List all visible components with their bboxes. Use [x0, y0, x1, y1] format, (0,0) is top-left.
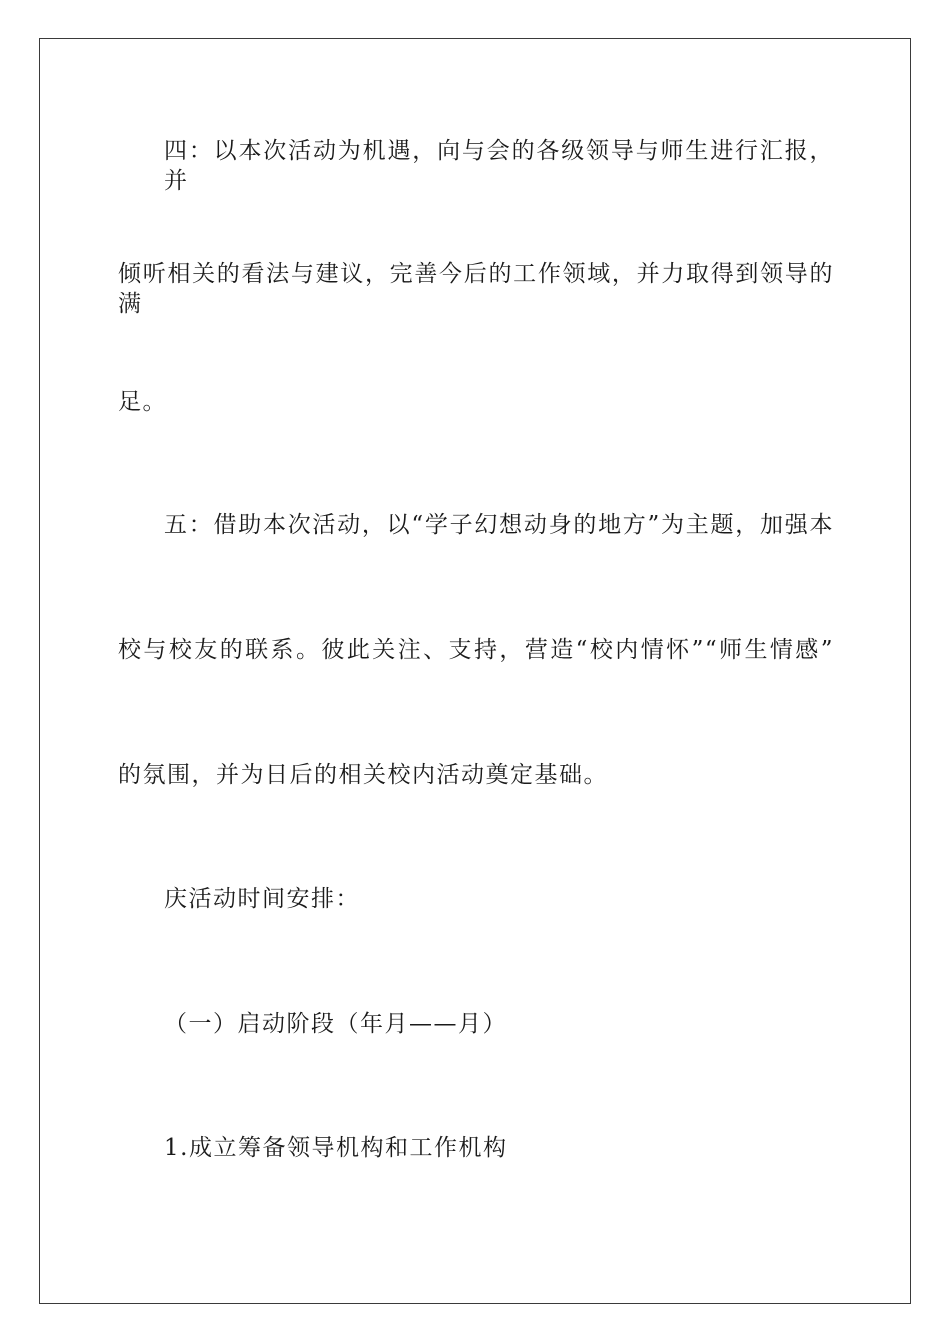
paragraph-4-line-2: 倾听相关的看法与建议，完善今后的工作领域，并力取得到领导的满 — [118, 261, 834, 317]
page-border — [39, 38, 911, 1304]
paragraph-4-line-3: 足。 — [118, 389, 167, 415]
paragraph-4-line-1: 四：以本次活动为机遇，向与会的各级领导与师生进行汇报，并 — [164, 138, 834, 194]
list-item-1: 1.成立筹备领导机构和工作机构 — [164, 1135, 508, 1161]
schedule-heading: 庆活动时间安排： — [164, 886, 360, 912]
paragraph-5-line-2: 校与校友的联系。彼此关注、支持，营造“校内情怀”“师生情感” — [118, 637, 834, 663]
paragraph-5-line-3: 的氛围，并为日后的相关校内活动奠定基础。 — [118, 762, 608, 788]
phase-one-heading: （一）启动阶段（年月——月） — [164, 1011, 507, 1037]
paragraph-5-line-1: 五：借助本次活动，以“学子幻想动身的地方”为主题，加强本 — [164, 512, 834, 538]
